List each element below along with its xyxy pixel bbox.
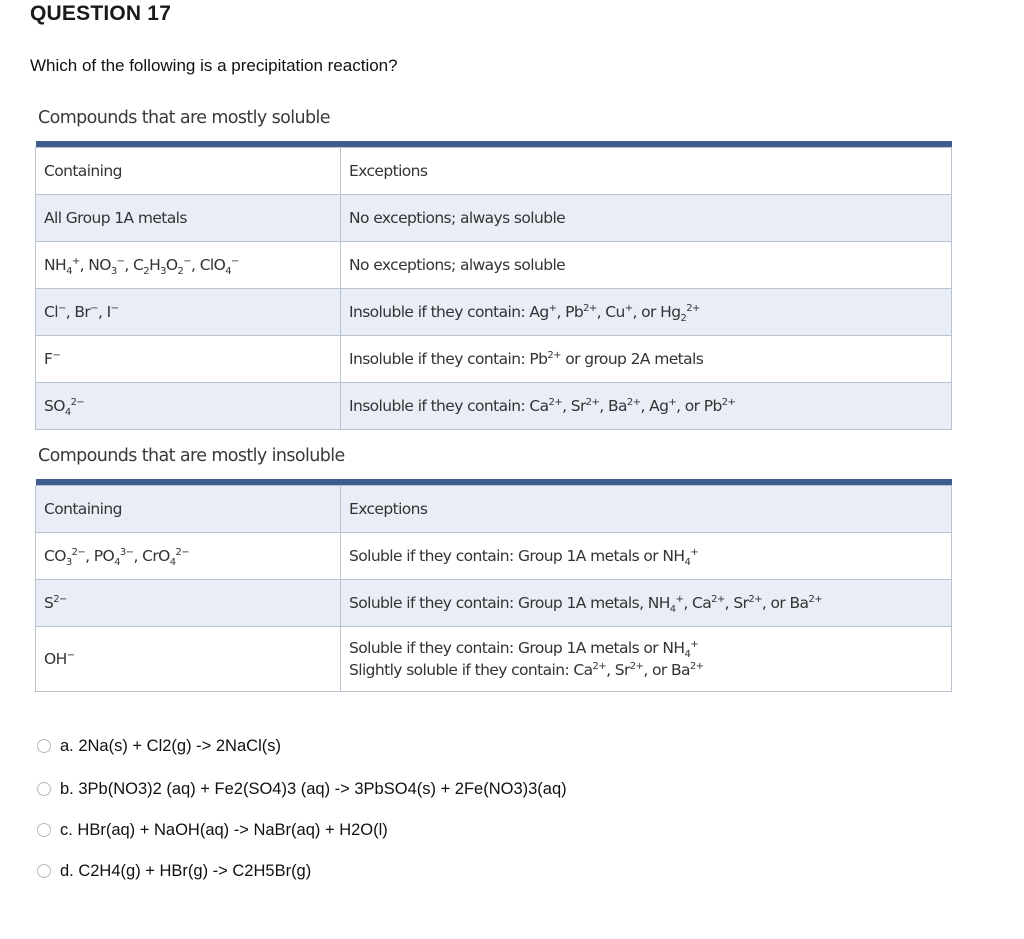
soluble-table-caption: Compounds that are mostly soluble	[38, 108, 330, 128]
containing-cell: All Group 1A metals	[36, 195, 341, 242]
option-d-radio[interactable]	[37, 864, 51, 878]
table-row	[36, 195, 952, 242]
table-header-row	[36, 148, 952, 195]
option-c-label[interactable]: c. HBr(aq) + NaOH(aq) -> NaBr(aq) + H2O(l)	[60, 821, 388, 839]
question-header: QUESTION 17	[30, 2, 172, 25]
column-header-exceptions: Exceptions	[341, 148, 952, 195]
option-c-radio[interactable]	[37, 823, 51, 837]
exception-cell	[341, 627, 952, 692]
exception-line-1: Soluble if they contain: Group 1A metals or $NH_4^+$	[349, 638, 698, 661]
exception-cell: Insoluble if they contain: $Pb^{2+}$ or group 2A metals	[341, 336, 952, 383]
exception-text: Soluble if they contain: Group 1A metals or	[349, 547, 663, 565]
exception-cell: No exceptions; always soluble	[341, 195, 952, 242]
exception-text: Insoluble if they contain:	[349, 350, 530, 368]
containing-cell: OH−	[36, 627, 341, 692]
table-header-row	[36, 486, 952, 533]
option-b-label[interactable]: b. 3Pb(NO3)2 (aq) + Fe2(SO4)3 (aq) -> 3PbSO4(s) + 2Fe(NO3)3(aq)	[60, 780, 567, 798]
exception-cell: Insoluble if they contain: Ag+, $Pb^{2+}$, Cu+, or $Hg_2^{2+}$	[341, 289, 952, 336]
containing-cell: Cl−, Br−, I−	[36, 289, 341, 336]
table-row	[36, 533, 952, 580]
containing-cell: $CO_3^{2-}$, $PO_4^{3-}$, CrO$_4^{2-}$	[36, 533, 341, 580]
column-header-exceptions: Exceptions	[341, 486, 952, 533]
option-a-label[interactable]: a. 2Na(s) + Cl2(g) -> 2NaCl(s)	[60, 737, 281, 755]
exception-cell: Soluble if they contain: Group 1A metals, $NH_4^+$, $Ca^{2+}$, $Sr^{2+}$, or $Ba^{2+}$	[341, 580, 952, 627]
soluble-table	[35, 141, 952, 430]
column-header-containing: Containing	[36, 148, 341, 195]
exception-cell: Soluble if they contain: Group 1A metals or $NH_4^+$	[341, 533, 952, 580]
containing-cell: $SO_4^{2-}$	[36, 383, 341, 430]
exception-text: Soluble if they contain: Group 1A metals,	[349, 594, 648, 612]
containing-cell: $NH_4^+$, $NO_3^-$, $C_2H_3O_2^-$, ClO$_4$−	[36, 242, 341, 289]
containing-cell: F−	[36, 336, 341, 383]
table-row	[36, 336, 952, 383]
insoluble-table	[35, 479, 952, 692]
question-prompt: Which of the following is a precipitation reaction?	[30, 56, 398, 75]
exception-line-2: Slightly soluble if they contain: $Ca^{2+}$, $Sr^{2+}$, or $Ba^{2+}$	[349, 660, 704, 679]
containing-cell: $S^{2-}$	[36, 580, 341, 627]
option-d-label[interactable]: d. C2H4(g) + HBr(g) -> C2H5Br(g)	[60, 862, 312, 880]
exception-cell: No exceptions; always soluble	[341, 242, 952, 289]
insoluble-table-caption: Compounds that are mostly insoluble	[38, 446, 345, 466]
option-a-radio[interactable]	[37, 739, 51, 753]
table-row	[36, 289, 952, 336]
table-row	[36, 580, 952, 627]
exception-text: Insoluble if they contain:	[349, 397, 530, 415]
exception-text: Insoluble if they contain:	[349, 303, 530, 321]
option-b-radio[interactable]	[37, 782, 51, 796]
exception-text-suffix: or group 2A metals	[560, 350, 704, 368]
table-row	[36, 242, 952, 289]
column-header-containing: Containing	[36, 486, 341, 533]
table-row	[36, 627, 952, 692]
exception-cell: Insoluble if they contain: $Ca^{2+}$, $Sr^{2+}$, $Ba^{2+}$, Ag+, or $Pb^{2+}$	[341, 383, 952, 430]
table-row	[36, 383, 952, 430]
